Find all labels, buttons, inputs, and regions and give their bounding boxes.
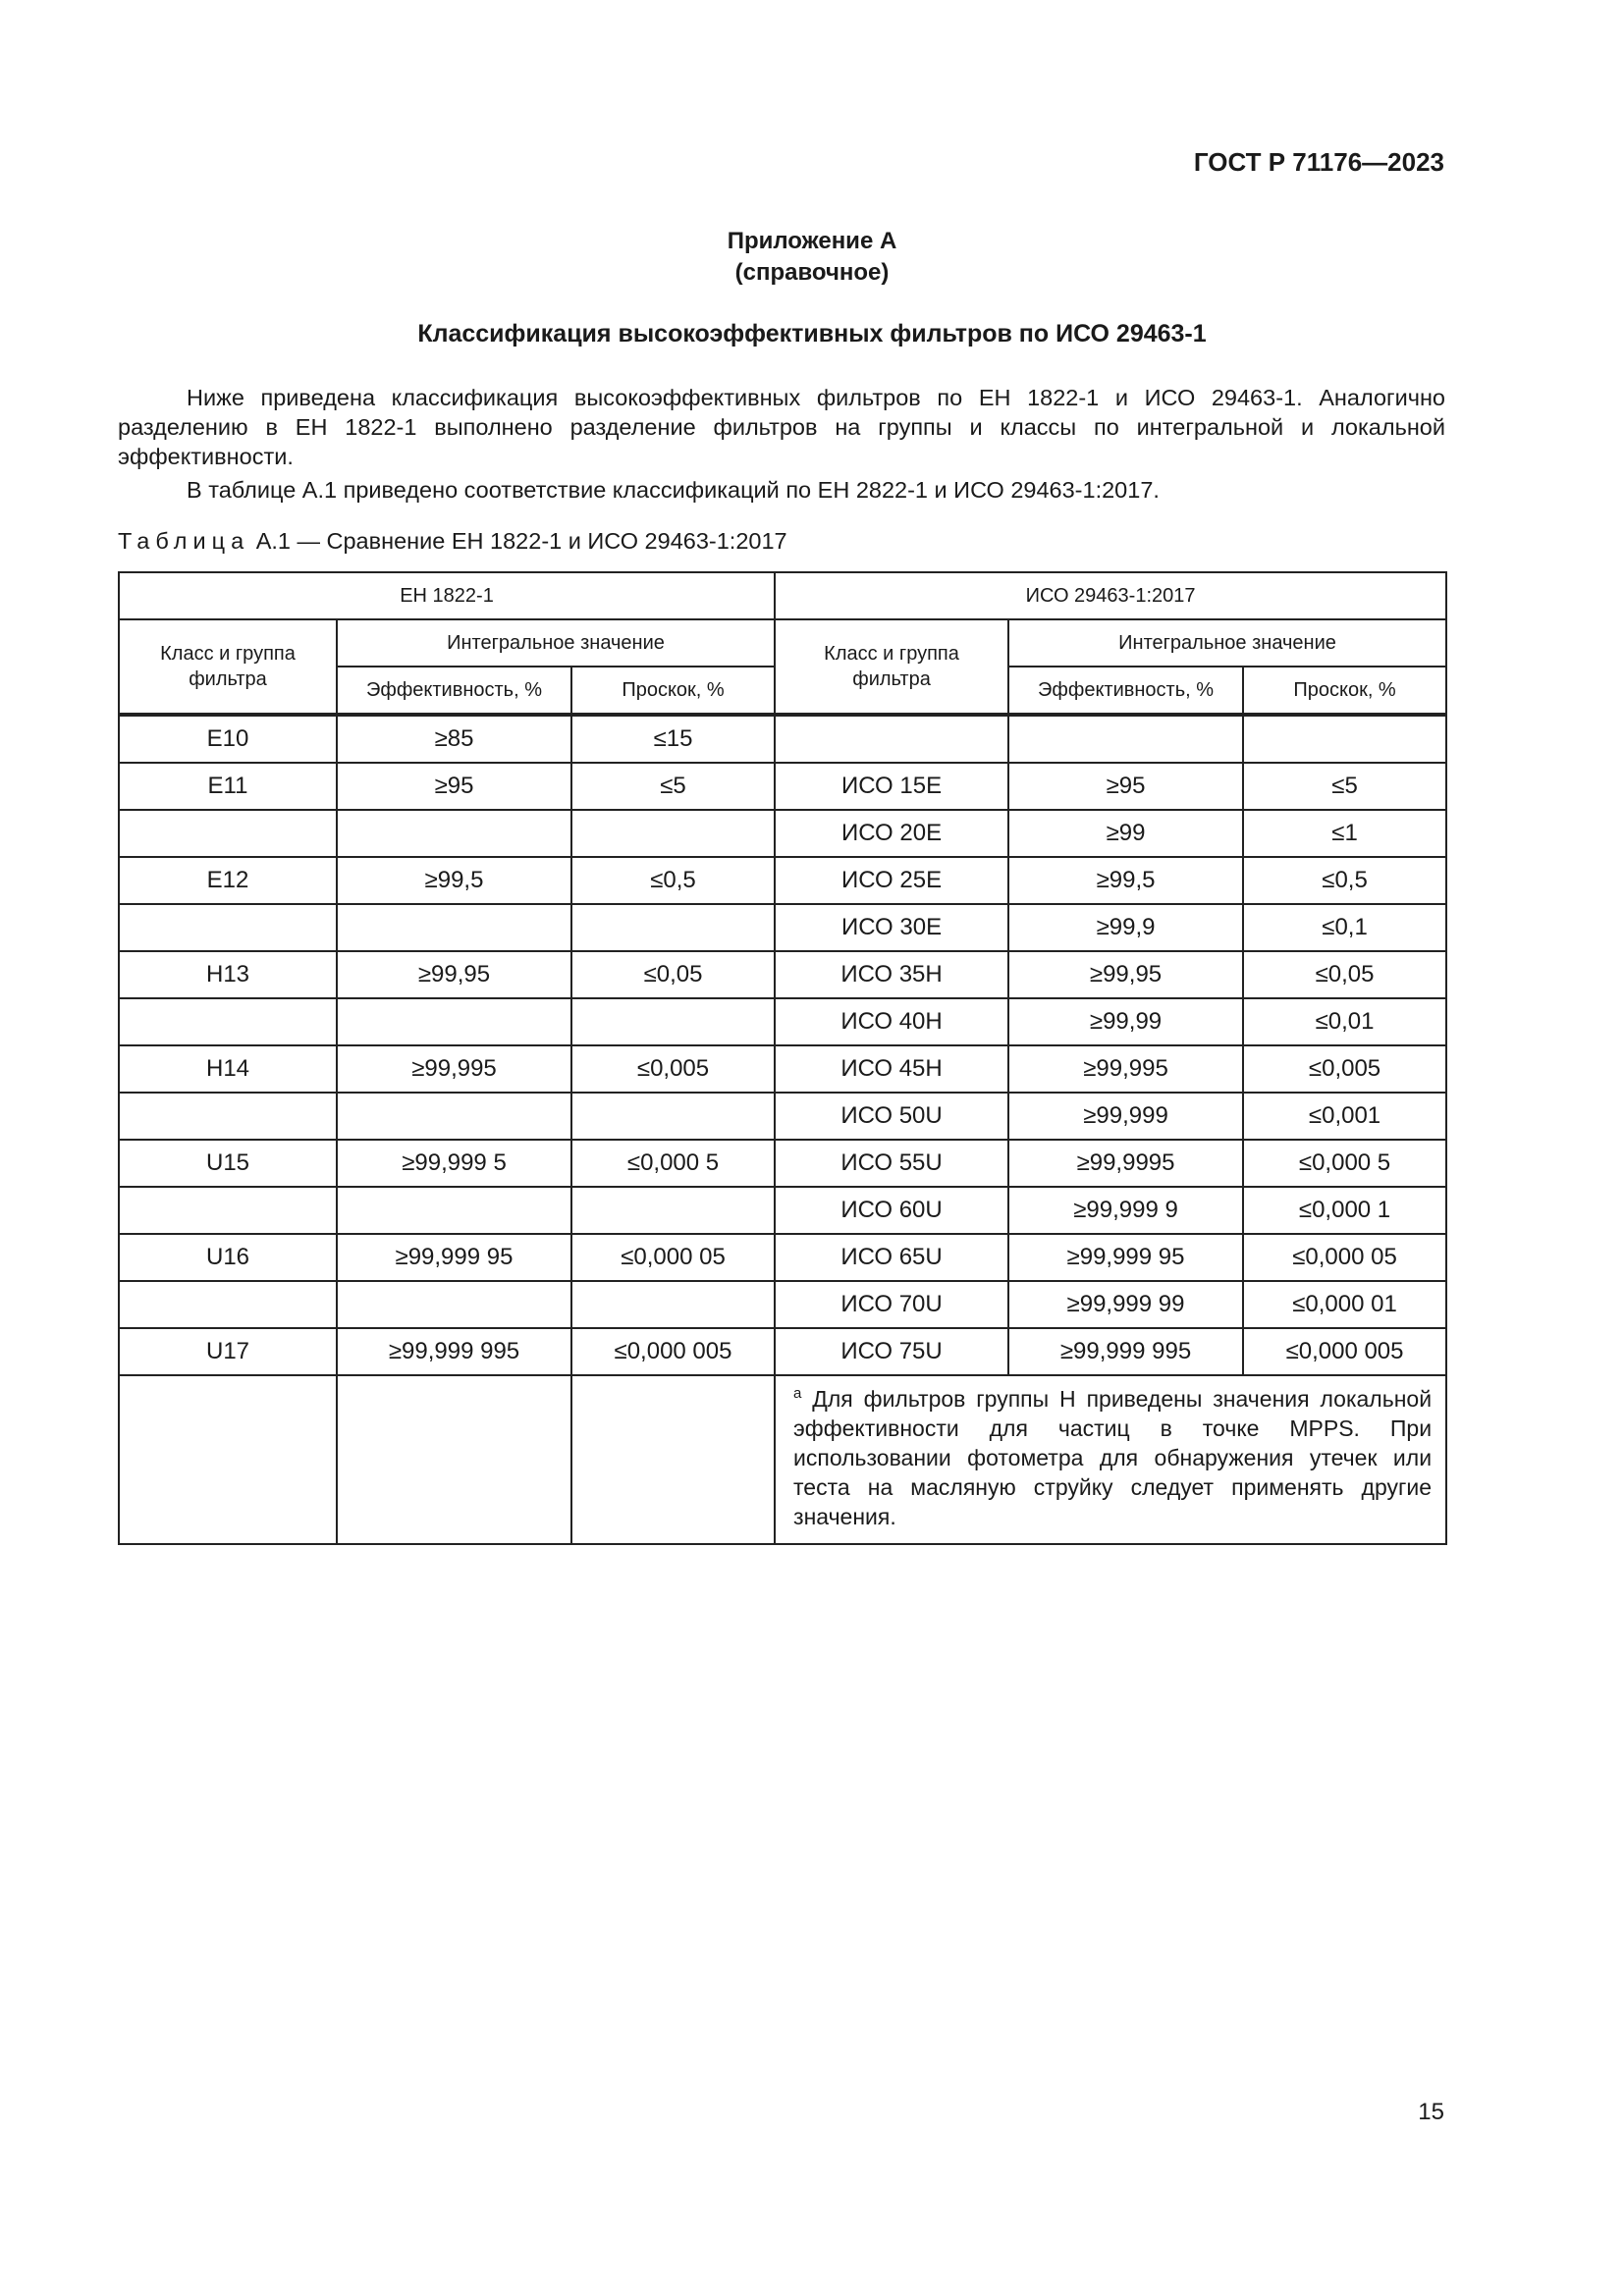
appendix-heading: [0, 226, 1624, 289]
iso-class-cell: ИСО 70U: [775, 1281, 1008, 1328]
en-class-header: Класс и группа фильтра: [119, 619, 337, 715]
iso-efficiency-header: Эффективность, %: [1008, 667, 1243, 715]
iso-efficiency-cell: ≥99,995: [1008, 1045, 1243, 1093]
en-penetration-cell: ≤0,000 05: [571, 1234, 775, 1281]
table-caption-prefix: Таблица: [118, 528, 250, 554]
iso-standard-header: ИСО 29463-1:2017: [775, 572, 1446, 619]
en-efficiency-cell: ≥99,999 5: [337, 1140, 571, 1187]
iso-penetration-cell: [1243, 715, 1446, 763]
table-row: [119, 1281, 1446, 1328]
en-class-cell: U16: [119, 1234, 337, 1281]
iso-penetration-cell: ≤0,01: [1243, 998, 1446, 1045]
en-class-cell: H13: [119, 951, 337, 998]
table-row: [119, 1140, 1446, 1187]
en-standard-header: ЕН 1822-1: [119, 572, 775, 619]
iso-efficiency-cell: ≥95: [1008, 763, 1243, 810]
table-row: [119, 810, 1446, 857]
en-class-cell: [119, 810, 337, 857]
en-penetration-cell: [571, 1093, 775, 1140]
iso-class-header: Класс и группа фильтра: [775, 619, 1008, 715]
en-penetration-cell: ≤15: [571, 715, 775, 763]
iso-class-cell: ИСО 60U: [775, 1187, 1008, 1234]
empty-cell: [337, 1375, 571, 1544]
en-class-cell: U17: [119, 1328, 337, 1375]
iso-class-cell: ИСО 75U: [775, 1328, 1008, 1375]
iso-class-cell: ИСО 35H: [775, 951, 1008, 998]
en-efficiency-cell: [337, 1281, 571, 1328]
iso-class-cell: ИСО 15E: [775, 763, 1008, 810]
en-penetration-cell: ≤0,05: [571, 951, 775, 998]
iso-class-cell: ИСО 50U: [775, 1093, 1008, 1140]
en-class-cell: [119, 1187, 337, 1234]
en-efficiency-cell: ≥85: [337, 715, 571, 763]
en-class-cell: [119, 904, 337, 951]
iso-class-cell: ИСО 65U: [775, 1234, 1008, 1281]
en-penetration-cell: ≤0,5: [571, 857, 775, 904]
iso-efficiency-cell: ≥99,999 99: [1008, 1281, 1243, 1328]
en-efficiency-cell: [337, 998, 571, 1045]
table-reference-paragraph: В таблице А.1 приведено соответствие классификаций по ЕН 2822-1 и ИСО 29463-1:2017.: [187, 477, 1160, 503]
iso-penetration-cell: ≤0,1: [1243, 904, 1446, 951]
table-row: [119, 857, 1446, 904]
iso-efficiency-cell: ≥99: [1008, 810, 1243, 857]
table-row: [119, 1234, 1446, 1281]
table-row: [119, 951, 1446, 998]
en-penetration-cell: [571, 810, 775, 857]
footnote-mark: a: [793, 1385, 802, 1402]
en-efficiency-cell: ≥95: [337, 763, 571, 810]
en-class-cell: E10: [119, 715, 337, 763]
en-class-cell: E12: [119, 857, 337, 904]
en-penetration-header: Проскок, %: [571, 667, 775, 715]
iso-penetration-cell: ≤0,000 005: [1243, 1328, 1446, 1375]
en-efficiency-cell: ≥99,995: [337, 1045, 571, 1093]
table-footnote: [775, 1375, 1446, 1544]
iso-efficiency-cell: ≥99,95: [1008, 951, 1243, 998]
table-caption: [118, 528, 787, 555]
empty-cell: [571, 1375, 775, 1544]
en-penetration-cell: [571, 998, 775, 1045]
iso-efficiency-cell: ≥99,9995: [1008, 1140, 1243, 1187]
en-efficiency-cell: [337, 1093, 571, 1140]
iso-class-cell: ИСО 55U: [775, 1140, 1008, 1187]
iso-penetration-cell: ≤0,001: [1243, 1093, 1446, 1140]
en-class-cell: E11: [119, 763, 337, 810]
appendix-title: Приложение А: [727, 228, 897, 254]
appendix-subtitle: (справочное): [734, 259, 890, 286]
iso-penetration-cell: ≤0,000 1: [1243, 1187, 1446, 1234]
iso-efficiency-cell: [1008, 715, 1243, 763]
en-class-cell: [119, 998, 337, 1045]
en-penetration-cell: ≤0,000 005: [571, 1328, 775, 1375]
table-row: [119, 1328, 1446, 1375]
iso-class-cell: [775, 715, 1008, 763]
empty-cell: [119, 1375, 337, 1544]
iso-class-cell: ИСО 30E: [775, 904, 1008, 951]
en-efficiency-cell: ≥99,999 95: [337, 1234, 571, 1281]
table-row: [119, 904, 1446, 951]
iso-efficiency-cell: ≥99,99: [1008, 998, 1243, 1045]
iso-penetration-cell: ≤1: [1243, 810, 1446, 857]
page-number: 15: [1418, 2099, 1444, 2125]
en-efficiency-cell: ≥99,999 995: [337, 1328, 571, 1375]
iso-class-cell: ИСО 45H: [775, 1045, 1008, 1093]
en-efficiency-cell: ≥99,95: [337, 951, 571, 998]
en-penetration-cell: [571, 1187, 775, 1234]
en-class-cell: [119, 1093, 337, 1140]
table-caption-text: А.1 — Сравнение ЕН 1822-1 и ИСО 29463-1:2017: [255, 528, 787, 554]
iso-penetration-header: Проскок, %: [1243, 667, 1446, 715]
iso-penetration-cell: ≤0,05: [1243, 951, 1446, 998]
iso-efficiency-cell: ≥99,9: [1008, 904, 1243, 951]
table-row: [119, 1093, 1446, 1140]
iso-penetration-cell: ≤0,5: [1243, 857, 1446, 904]
iso-penetration-cell: ≤0,000 01: [1243, 1281, 1446, 1328]
en-penetration-cell: ≤0,005: [571, 1045, 775, 1093]
en-class-cell: [119, 1281, 337, 1328]
table-row: [119, 1045, 1446, 1093]
table-row: [119, 763, 1446, 810]
en-class-cell: H14: [119, 1045, 337, 1093]
iso-integral-header: Интегральное значение: [1008, 619, 1446, 667]
section-heading: Классификация высокоэффективных фильтров по ИСО 29463-1: [417, 320, 1207, 347]
iso-efficiency-cell: ≥99,999: [1008, 1093, 1243, 1140]
en-class-cell: U15: [119, 1140, 337, 1187]
en-efficiency-cell: [337, 1187, 571, 1234]
comparison-table: [118, 571, 1447, 1545]
en-penetration-cell: ≤5: [571, 763, 775, 810]
document-code: ГОСТ Р 71176—2023: [1193, 147, 1444, 177]
iso-efficiency-cell: ≥99,999 95: [1008, 1234, 1243, 1281]
iso-efficiency-cell: ≥99,999 9: [1008, 1187, 1243, 1234]
iso-class-cell: ИСО 40H: [775, 998, 1008, 1045]
iso-class-cell: ИСО 20E: [775, 810, 1008, 857]
en-efficiency-cell: [337, 904, 571, 951]
iso-class-cell: ИСО 25E: [775, 857, 1008, 904]
footnote-text: Для фильтров группы Н приведены значения локальной эффективности для частиц в точке MPPS. При использовании фотометра для обнаружения утечек или теста на масляную струйку следует применять другие значения.: [793, 1386, 1433, 1529]
intro-paragraph: Ниже приведена классификация высокоэффективных фильтров по ЕН 1822-1 и ИСО 29463-1. Аналогично разделению в ЕН 1822-1 выполнено разделение фильтров на группы и классы по интегральной и локальной эффективности.: [118, 385, 1445, 469]
en-penetration-cell: [571, 904, 775, 951]
en-efficiency-cell: [337, 810, 571, 857]
en-penetration-cell: [571, 1281, 775, 1328]
iso-efficiency-cell: ≥99,5: [1008, 857, 1243, 904]
iso-penetration-cell: ≤0,000 5: [1243, 1140, 1446, 1187]
iso-penetration-cell: ≤5: [1243, 763, 1446, 810]
iso-penetration-cell: ≤0,000 05: [1243, 1234, 1446, 1281]
table-row: [119, 715, 1446, 763]
table-row: [119, 998, 1446, 1045]
table-row: [119, 1187, 1446, 1234]
en-integral-header: Интегральное значение: [337, 619, 775, 667]
iso-penetration-cell: ≤0,005: [1243, 1045, 1446, 1093]
en-efficiency-cell: ≥99,5: [337, 857, 571, 904]
en-efficiency-header: Эффективность, %: [337, 667, 571, 715]
iso-efficiency-cell: ≥99,999 995: [1008, 1328, 1243, 1375]
en-penetration-cell: ≤0,000 5: [571, 1140, 775, 1187]
